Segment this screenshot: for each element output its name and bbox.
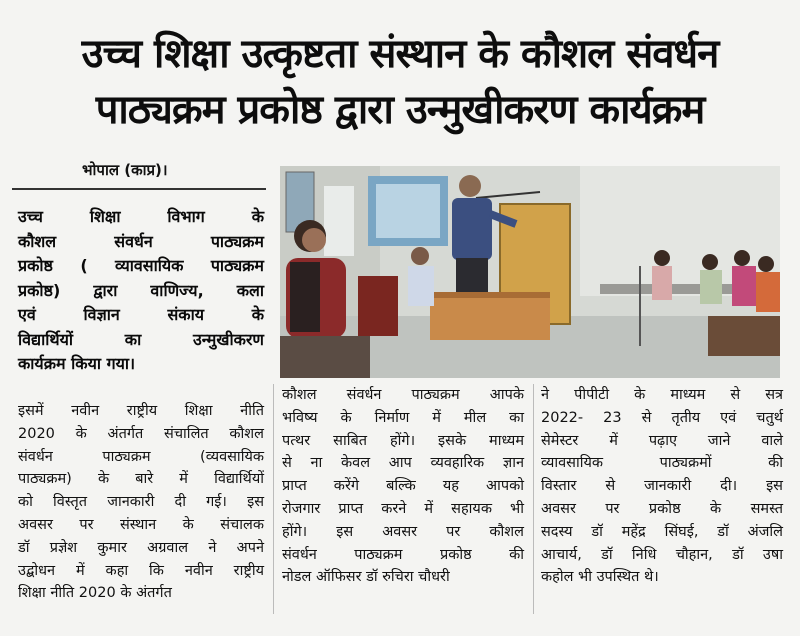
body-line: नोडल ऑफिसर डॉ रुचिरा चौधरी bbox=[282, 569, 450, 586]
body-line: संवर्धन पाठ्यक्रम (व्यवसायिक bbox=[18, 448, 264, 465]
dateline: भोपाल (काप्र)। bbox=[82, 161, 168, 179]
body-line: प्राप्त करेंगे बल्कि यह आपको bbox=[282, 478, 524, 495]
body-line: कहोल भी उपस्थित थे। bbox=[541, 569, 659, 586]
body-line: भविष्य के निर्माण में मील का bbox=[282, 409, 524, 426]
body-line: 2020 के अंतर्गत संचालित कौशल bbox=[18, 425, 264, 442]
body-line: अवसर पर प्रकोष्ठ के समस्त bbox=[541, 500, 783, 517]
lead-line: प्रकोष्ठ) द्वारा वाणिज्य, कला bbox=[18, 280, 264, 300]
body-line: संवर्धन पाठ्यक्रम प्रकोष्ठ की bbox=[282, 546, 524, 563]
lead-line: विद्यार्थियों का उन्मुखीकरण bbox=[18, 329, 264, 349]
headline-line-2: पाठ्यक्रम प्रकोष्ठ द्वारा उन्मुखीकरण कार्यक्रम bbox=[95, 87, 705, 133]
body-line: शिक्षा नीति 2020 के अंतर्गत bbox=[18, 585, 172, 602]
lead-line: कार्यक्रम किया गया। bbox=[18, 354, 136, 373]
body-line: उद्बोधन में कहा कि नवीन राष्ट्रीय bbox=[18, 562, 264, 579]
body-line: होंगे। इस अवसर पर कौशल bbox=[282, 523, 524, 540]
body-line: पाठ्यक्रम) के बारे में विद्यार्थियों bbox=[18, 471, 264, 488]
body-line: अवसर पर संस्थान के संचालक bbox=[18, 516, 264, 533]
body-line: से ना केवल आप व्यवहारिक ज्ञान bbox=[282, 455, 524, 472]
body-line: व्यावसायिक पाठ्यक्रमों की bbox=[541, 455, 783, 472]
headline bbox=[8, 26, 792, 138]
lead-line: कौशल संवर्धन पाठ्यक्रम bbox=[18, 231, 264, 251]
lead-line: प्रकोष्ठ ( व्यावसायिक पाठ्यक्रम bbox=[18, 256, 264, 275]
body-column-2 bbox=[282, 384, 524, 589]
divider-rule bbox=[12, 188, 266, 190]
body-line: विस्तार से जानकारी दी। इस bbox=[541, 478, 783, 495]
column-divider bbox=[533, 384, 534, 614]
body-line: रोजगार प्राप्त करने में सहायक भी bbox=[282, 500, 524, 517]
lead-line: एवं विज्ञान संकाय के bbox=[18, 305, 264, 324]
body-line: सेमेस्टर में पढ़ाए जाने वाले bbox=[541, 432, 783, 449]
classroom-photo-illustration bbox=[280, 166, 780, 378]
body-line: इसमें नवीन राष्ट्रीय शिक्षा नीति bbox=[18, 403, 264, 419]
body-line: पत्थर साबित होंगे। इसके माध्यम bbox=[282, 432, 524, 449]
body-line: 2022- 23 से तृतीय एवं चतुर्थ bbox=[541, 409, 783, 426]
headline-line-1: उच्च शिक्षा उत्कृष्टता संस्थान के कौशल संवर्धन bbox=[81, 31, 719, 77]
body-column-3 bbox=[541, 384, 783, 589]
news-photo bbox=[280, 166, 780, 378]
body-line: डॉ प्रज्ञेश कुमार अग्रवाल ने अपने bbox=[18, 539, 264, 556]
body-line: को विस्तृत जानकारी दी गई। इस bbox=[18, 494, 264, 511]
body-column-1 bbox=[18, 400, 264, 605]
body-line: ने पीपीटी के माध्यम से सत्र bbox=[541, 387, 783, 403]
body-line: सदस्य डॉ महेंद्र सिंघई, डॉ अंजलि bbox=[541, 523, 783, 540]
lead-line: उच्च शिक्षा विभाग के bbox=[18, 207, 264, 226]
body-line: आचार्य, डॉ निधि चौहान, डॉ उषा bbox=[541, 546, 783, 563]
lead-paragraph bbox=[18, 205, 264, 377]
column-divider bbox=[273, 384, 274, 614]
body-line: कौशल संवर्धन पाठ्यक्रम आपके bbox=[282, 387, 524, 403]
